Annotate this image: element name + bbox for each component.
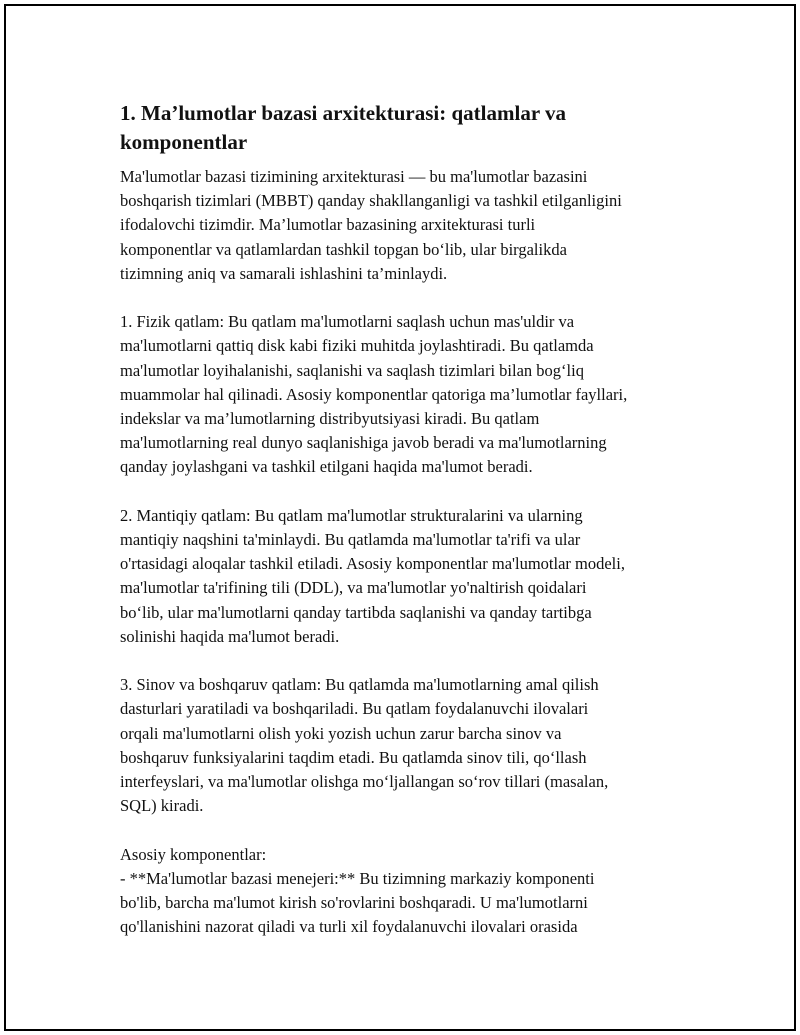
text-line: bo‘lib, ular ma'lumotlarni qanday tartibda saqlanishi va qanday tartibga	[120, 602, 592, 622]
text-line: boshqaruv funksiyalarini taqdim etadi. Bu qatlamda sinov tili, qo‘llash	[120, 747, 587, 767]
page-frame	[4, 4, 796, 1031]
text-line: dasturlari yaratiladi va boshqariladi. Bu qatlam foydalanuvchi ilovalari	[120, 699, 589, 719]
text-line: indekslar va ma’lumotlarning distribyutsiyasi kiradi. Bu qatlam	[120, 409, 540, 429]
title-line-1: 1. Ma’lumotlar bazasi arxitekturasi: qatlamlar va	[120, 101, 567, 125]
text-line: interfeyslari, va ma'lumotlar olishga mo‘ljallangan so‘rov tillari (masalan,	[120, 772, 609, 792]
text-line: komponentlar va qatlamlardan tashkil topgan bo‘lib, ular birgalikda	[120, 239, 567, 259]
control-layer-paragraph	[120, 673, 700, 818]
intro-paragraph	[120, 165, 700, 286]
text-line: solinishi haqida ma'lumot beradi.	[120, 626, 340, 646]
text-line: 1. Fizik qatlam: Bu qatlam ma'lumotlarni saqlash uchun mas'uldir va	[120, 312, 575, 332]
text-line: ma'lumotlarni qattiq disk kabi fiziki muhitda joylashtiradi. Bu qatlamda	[120, 336, 594, 356]
text-line: tizimning aniq va samarali ishlashini ta’minlaydi.	[120, 263, 448, 283]
text-line: 2. Mantiqiy qatlam: Bu qatlam ma'lumotlar strukturalarini va ularning	[120, 505, 583, 525]
text-line: 3. Sinov va boshqaruv qatlam: Bu qatlamda ma'lumotlarning amal qilish	[120, 675, 599, 695]
text-line: Asosiy komponentlar:	[120, 844, 267, 864]
text-line: bo'lib, barcha ma'lumot kirish so'rovlarini boshqaradi. U ma'lumotlarni	[120, 893, 588, 913]
logical-layer-paragraph	[120, 504, 700, 649]
text-line: ifodalovchi tizimdir. Ma’lumotlar bazasining arxitekturasi turli	[120, 215, 536, 235]
text-line: ma'lumotlarning real dunyo saqlanishiga javob beradi va ma'lumotlarning	[120, 433, 607, 453]
components-paragraph	[120, 843, 700, 940]
text-line: ma'lumotlar loyihalanishi, saqlanishi va saqlash tizimlari bilan bog‘liq	[120, 360, 584, 380]
document-content	[120, 99, 700, 939]
title-line-2: komponentlar	[120, 130, 248, 154]
text-line: qo'llanishini nazorat qiladi va turli xil foydalanuvchi ilovalari orasida	[120, 917, 578, 937]
physical-layer-paragraph	[120, 310, 700, 479]
text-line: o'rtasidagi aloqalar tashkil etiladi. Asosiy komponentlar ma'lumotlar modeli,	[120, 554, 625, 574]
text-line: orqali ma'lumotlarni olish yoki yozish uchun zarur barcha sinov va	[120, 723, 562, 743]
text-line: muammolar hal qilinadi. Asosiy komponentlar qatoriga ma’lumotlar fayllari,	[120, 384, 628, 404]
text-line: Ma'lumotlar bazasi tizimining arxitekturasi — bu ma'lumotlar bazasini	[120, 167, 588, 186]
document-title	[120, 99, 700, 157]
text-line: qanday joylashgani va tashkil etilgani haqida ma'lumot beradi.	[120, 457, 533, 477]
text-line: boshqarish tizimlari (MBBT) qanday shakllanganligi va tashkil etilganligini	[120, 191, 622, 211]
text-line: mantiqiy naqshini ta'minlaydi. Bu qatlamda ma'lumotlar ta'rifi va ular	[120, 530, 581, 550]
text-line: ma'lumotlar ta'rifining tili (DDL), va ma'lumotlar yo'naltirish qoidalari	[120, 578, 587, 598]
text-line: - **Ma'lumotlar bazasi menejeri:** Bu tizimning markaziy komponenti	[120, 868, 595, 888]
text-line: SQL) kiradi.	[120, 796, 204, 816]
